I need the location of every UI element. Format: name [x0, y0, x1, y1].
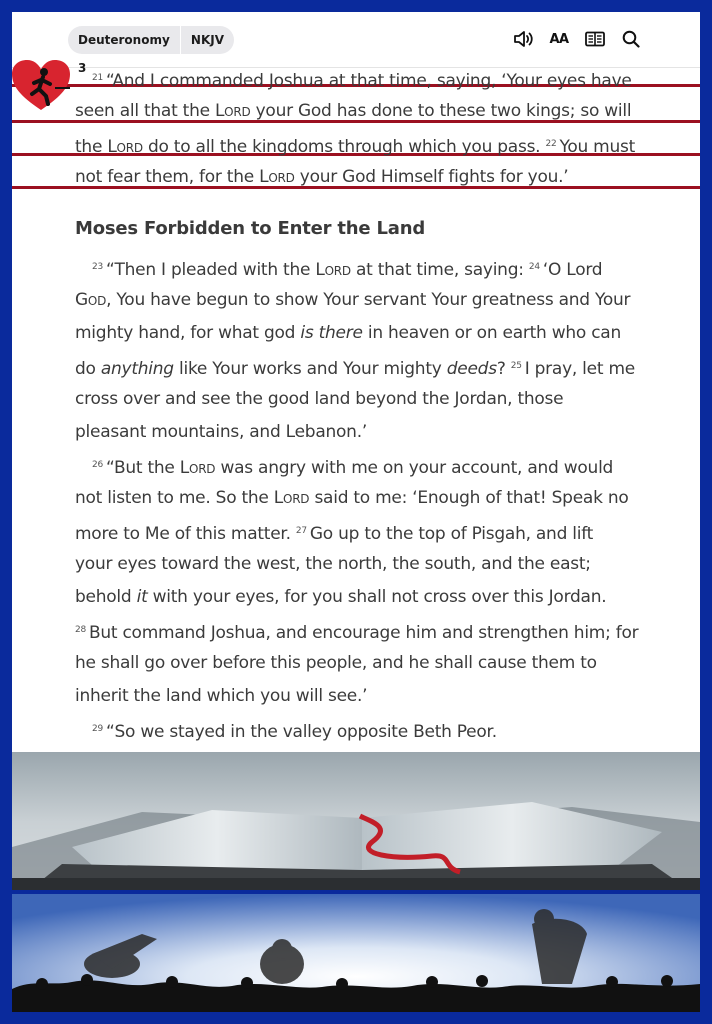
verse-number[interactable]: 23 — [92, 262, 103, 272]
verse-number[interactable]: 28 — [75, 625, 86, 635]
reader-icon[interactable] — [584, 28, 606, 50]
verse-28-line-3: inherit the land which you will see.’ — [75, 686, 368, 706]
verse-23-line: $^{23}$ “Then I pleaded with the Lord at that time, saying: $^{24}$ ‘O Lord — [92, 260, 603, 280]
verse-number[interactable]: 25 — [510, 361, 522, 371]
verse-number[interactable]: 22 — [545, 139, 557, 149]
top-toolbar — [12, 12, 700, 75]
book-chapter-button[interactable]: Deuteronomy 3 — [78, 33, 170, 75]
verse-26-line: $^{26}$ “But the Lord was angry with me on your account, and would — [92, 458, 614, 478]
reader-page — [12, 12, 700, 1012]
text-size-icon[interactable]: AA — [549, 31, 569, 47]
verse-28-line-2: he shall go over before this people, and he shall cause them to — [75, 653, 597, 673]
verse-24-line-3: mighty hand, for what god is there in heaven or on earth who can — [75, 323, 621, 343]
speaker-icon[interactable] — [512, 28, 534, 50]
passage-text — [75, 62, 655, 746]
verse-24-line-4: do anything like Your works and Your mighty deeds? $^{25}$ I pray, let me — [75, 359, 635, 379]
verse-number[interactable]: 21 — [92, 73, 103, 83]
passage-selector[interactable] — [68, 26, 234, 75]
verse-number[interactable]: 29 — [92, 724, 103, 734]
heart-runner-logo — [12, 58, 72, 114]
verse-27-line-3: behold it with your eyes, for you shall not cross over this Jordan. — [75, 587, 607, 607]
verse-22-line: not fear them, for the Lord your God Himself fights for you.’ — [75, 167, 569, 187]
verse-21-line-2: seen all that the Lord your God has done to these two kings; so will — [75, 101, 632, 121]
verse-26-line-2: not listen to me. So the Lord said to me: ‘Enough of that! Speak no — [75, 488, 629, 508]
verse-number[interactable]: 27 — [295, 526, 307, 536]
crowd-silhouette-image — [12, 894, 700, 1012]
verse-21-line-1: $^{21}$ “And I commanded Joshua at that time, saying, ‘Your eyes have — [92, 71, 632, 91]
search-icon[interactable] — [620, 28, 642, 50]
verse-24-line-2: God, You have begun to show Your servant Your greatness and Your — [75, 290, 631, 310]
open-bible-image — [12, 752, 700, 892]
verse-25-line-2: cross over and see the good land beyond the Jordan, those — [75, 389, 564, 409]
verse-26-line-3: more to Me of this matter. $^{27}$ Go up to the top of Pisgah, and lift — [75, 524, 594, 544]
toolbar-actions — [512, 28, 642, 50]
verse-27-line-2: your eyes toward the west, the north, the south, and the east; — [75, 554, 591, 574]
verse-25-line-3: pleasant mountains, and Lebanon.’ — [75, 422, 367, 442]
verse-number[interactable]: 24 — [528, 262, 540, 272]
version-button[interactable]: NKJV — [190, 33, 224, 47]
section-heading: Moses Forbidden to Enter the Land — [75, 218, 426, 239]
verse-number[interactable]: 26 — [92, 460, 103, 470]
verse-28-line: $^{28}$ But command Joshua, and encourage him and strengthen him; for — [75, 623, 639, 643]
verse-29-line: $^{29}$ “So we stayed in the valley opposite Beth Peor. — [92, 722, 497, 742]
verse-21-line-3: the Lord do to all the kingdoms through which you pass. $^{22}$ You must — [75, 137, 636, 157]
